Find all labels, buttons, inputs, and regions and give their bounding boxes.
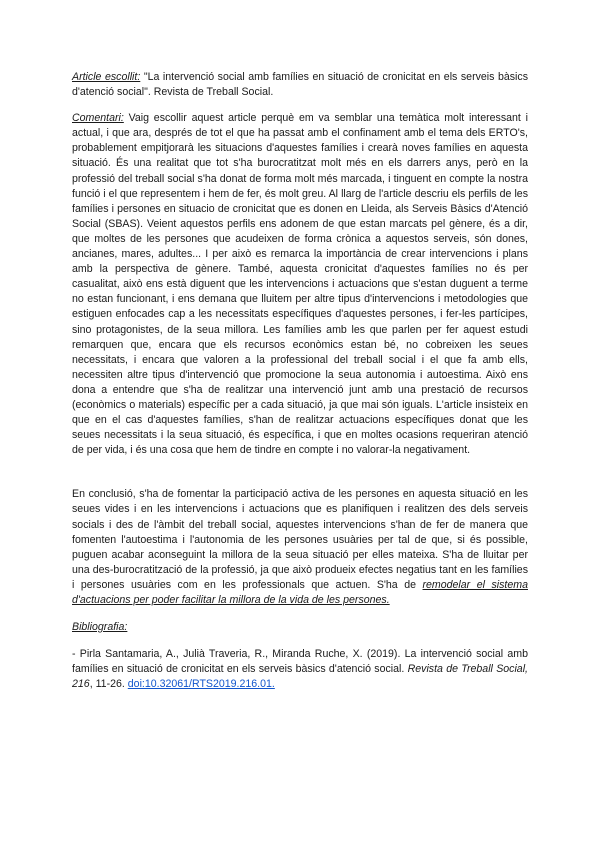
reference-authors: - Pirla Santamaria, A., Julià Traveria, R., Miranda Ruche, X. (2019). La intervenció social amb famílies en situació de cronicitat en els serveis bàsics d'atenció social. xyxy=(72,648,528,676)
bibliography-reference xyxy=(72,647,528,692)
conclusion-paragraph xyxy=(72,487,528,608)
article-text: "La intervenció social amb famílies en situació de cronicitat en els serveis bàsics d'atenció social". Revista de Treball Social. xyxy=(72,71,529,99)
article-label: Article escollit: xyxy=(72,71,141,83)
bibliography-heading xyxy=(72,620,528,635)
comment-label: Comentari: xyxy=(72,112,124,125)
document-page xyxy=(72,70,528,692)
comment-paragraph xyxy=(72,111,528,458)
reference-doi-link[interactable]: doi:10.32061/RTS2019.216.01. xyxy=(127,678,275,691)
bibliography-heading-text: Bibliografia: xyxy=(72,621,128,634)
comment-text: Vaig escollir aquest article perquè em va semblar una temàtica molt interessant i actual, i que ara, després de tot el que ha passat amb el confinament amb el tema dels ERTO's, probablement empitjorarà les situacions d'aquestes famílies i crearà noves famílies en aquesta situació. És una realitat que tot s'ha burocratitzat molt més en els darrers anys, però en la professió del treball social s'ha donat de forma molt més marcada, i tinguent en compte la nostra funció i el que representem i hem de fer, és molt greu. Al llarg de l'article descriu els perfils de les famílies i persones en situacio de cronicitat que es donen en Lleida, als Serveis Bàsics d'Atenció Social (SBAS). Veient aquestos perfils ens adonem de que estan marcats pel gènere, és a dir, que moltes de les persones que acudeixen de forma crònica a aquestos serveis, són dones, ancianes, mares, adultes... I per això es remarca la importància de crear intervencions i plans amb la perspectiva de gènere. També, aquesta cronicitat d'aquestes famílies no és per casualitat, això ens està diguent que les intervencions i actuacions que s'estan duguent a terme no estan funcionant, i ens demana que lluitem per altre tipus d'intervencions i metodologies que estiguen enfocades cap a les necessitats específiques d'aquestes persones, i fer-les partícipes, sino protagonistes, de la seua millora. Les famílies amb les que parlen per fer aquest estudi remarquen que, encara que els recursos econòmics estan bé, no cobreixen les seues necessitats, i encara que valoren a la professional del treball social i el que fa amb ells, necessiten altre tipus d'intervenció que promocione la seua autonomia i autoestima. Això ens dona a entendre que s'ha de realitzar una intervenció junt amb una prestació de recursos (econòmics o materials) específic per a cada situació, ja que mai són iguals. L'article insisteix en que en el cas d'aquestes famílies, s'han de realitzar actuacions específiques donat que les seues necessitats i la seua situació, és específica, i que en moltes ocasions requeriran atenció de per vida, i és una cosa que hem de tindre en compte i no valorar-la negativament. xyxy=(72,112,528,457)
conclusion-text: En conclusió, s'ha de fomentar la participació activa de les persones en aquesta situació en les seues vides i en les intervencions i actuacions que es planifiquen i realitzen des dels serveis socials i des de l'àmbit del treball social, aquestes intervencions s'han de fer de manera que fomenten l'autoestima i l'autonomia de les persones usuàries per tal de que, si és possible, puguen acabar aconseguint la millora de la seua situació per elles mateixa. S'ha de lluitar per una des-burocratització de la professió, ja que això produeix efectes negatius tant en les famílies i persones usuàries com en les professionals que actuen. S'ha de xyxy=(72,488,528,591)
article-paragraph xyxy=(72,70,528,100)
reference-pages: , 11-26. xyxy=(89,678,128,691)
conclusion-emphasis: remodelar el sistema d'actuacions per poder facilitar la millora de la vida de les persones. xyxy=(72,578,528,606)
reference-journal: Revista de Treball Social, 216 xyxy=(72,663,528,691)
